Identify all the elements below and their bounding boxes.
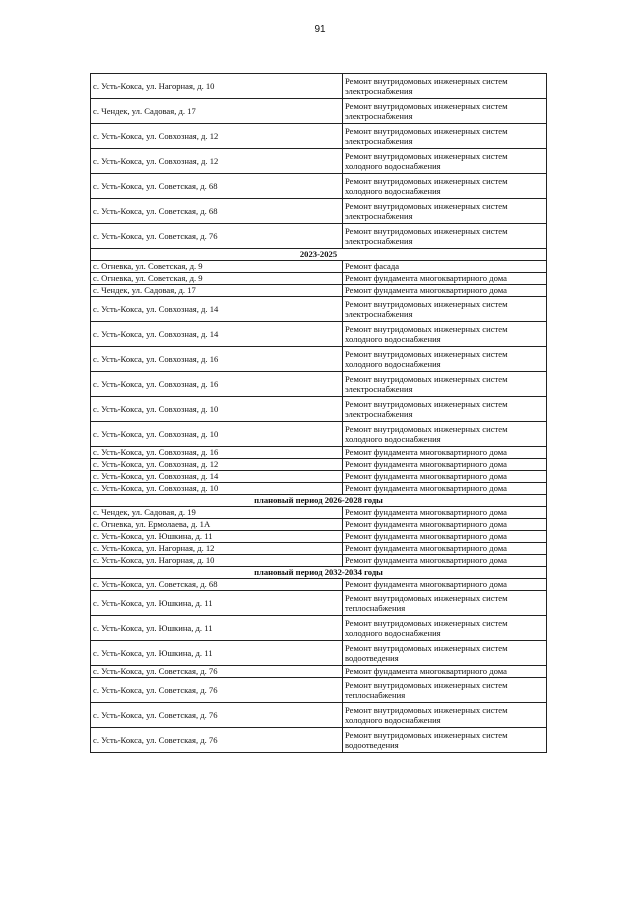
table-row	[91, 519, 547, 531]
table-row	[91, 507, 547, 519]
work-type-cell: Ремонт внутридомовых инженерных систем холодного водоснабжения	[343, 174, 547, 199]
table-row	[91, 703, 547, 728]
address-cell: с. Усть-Кокса, ул. Юшкина, д. 11	[91, 531, 343, 543]
address-cell: с. Усть-Кокса, ул. Совхозная, д. 14	[91, 322, 343, 347]
section-header-row	[91, 495, 547, 507]
table-row	[91, 447, 547, 459]
address-cell: с. Чендек, ул. Садовая, д. 19	[91, 507, 343, 519]
work-type-cell: Ремонт внутридомовых инженерных систем холодного водоснабжения	[343, 347, 547, 372]
table-row	[91, 459, 547, 471]
work-type-cell: Ремонт внутридомовых инженерных систем теплоснабжения	[343, 678, 547, 703]
address-cell: с. Огневка, ул. Советская, д. 9	[91, 273, 343, 285]
work-type-cell: Ремонт внутридомовых инженерных систем холодного водоснабжения	[343, 616, 547, 641]
work-type-cell: Ремонт фундамента многоквартирного дома	[343, 666, 547, 678]
repair-schedule-table	[90, 73, 547, 753]
address-cell: с. Усть-Кокса, ул. Юшкина, д. 11	[91, 616, 343, 641]
table-row	[91, 99, 547, 124]
work-type-cell: Ремонт внутридомовых инженерных систем электроснабжения	[343, 372, 547, 397]
table-row	[91, 273, 547, 285]
address-cell: с. Усть-Кокса, ул. Советская, д. 68	[91, 199, 343, 224]
address-cell: с. Усть-Кокса, ул. Совхозная, д. 10	[91, 397, 343, 422]
work-type-cell: Ремонт внутридомовых инженерных систем водоотведения	[343, 641, 547, 666]
work-type-cell: Ремонт внутридомовых инженерных систем водоотведения	[343, 728, 547, 753]
section-header-row	[91, 249, 547, 261]
address-cell: с. Усть-Кокса, ул. Советская, д. 76	[91, 703, 343, 728]
address-cell: с. Усть-Кокса, ул. Совхозная, д. 12	[91, 124, 343, 149]
table-row	[91, 297, 547, 322]
address-cell: с. Усть-Кокса, ул. Нагорная, д. 10	[91, 74, 343, 99]
table-row	[91, 641, 547, 666]
table-row	[91, 347, 547, 372]
address-cell: с. Усть-Кокса, ул. Юшкина, д. 11	[91, 641, 343, 666]
work-type-cell: Ремонт фундамента многоквартирного дома	[343, 555, 547, 567]
table-row	[91, 579, 547, 591]
work-type-cell: Ремонт внутридомовых инженерных систем холодного водоснабжения	[343, 149, 547, 174]
work-type-cell: Ремонт фундамента многоквартирного дома	[343, 483, 547, 495]
work-type-cell: Ремонт внутридомовых инженерных систем электроснабжения	[343, 124, 547, 149]
work-type-cell: Ремонт фундамента многоквартирного дома	[343, 507, 547, 519]
section-title: плановый период 2026-2028 годы	[91, 495, 547, 507]
address-cell: с. Усть-Кокса, ул. Совхозная, д. 12	[91, 459, 343, 471]
table-row	[91, 555, 547, 567]
table-row	[91, 224, 547, 249]
address-cell: с. Усть-Кокса, ул. Совхозная, д. 14	[91, 297, 343, 322]
address-cell: с. Усть-Кокса, ул. Советская, д. 76	[91, 728, 343, 753]
table-row	[91, 678, 547, 703]
page-number: 91	[314, 24, 326, 35]
work-type-cell: Ремонт внутридомовых инженерных систем электроснабжения	[343, 74, 547, 99]
address-cell: с. Огневка, ул. Ермолаева, д. 1А	[91, 519, 343, 531]
table-row	[91, 322, 547, 347]
section-header-row	[91, 567, 547, 579]
address-cell: с. Усть-Кокса, ул. Советская, д. 76	[91, 224, 343, 249]
address-cell: с. Усть-Кокса, ул. Совхозная, д. 12	[91, 149, 343, 174]
address-cell: с. Усть-Кокса, ул. Советская, д. 68	[91, 174, 343, 199]
table-row	[91, 531, 547, 543]
table-row	[91, 543, 547, 555]
table-row	[91, 174, 547, 199]
work-type-cell: Ремонт фундамента многоквартирного дома	[343, 471, 547, 483]
table-row	[91, 149, 547, 174]
work-type-cell: Ремонт фундамента многоквартирного дома	[343, 543, 547, 555]
address-cell: с. Усть-Кокса, ул. Совхозная, д. 16	[91, 372, 343, 397]
address-cell: с. Чендек, ул. Садовая, д. 17	[91, 285, 343, 297]
section-title: плановый период 2032-2034 годы	[91, 567, 547, 579]
section-title: 2023-2025	[91, 249, 547, 261]
work-type-cell: Ремонт внутридомовых инженерных систем электроснабжения	[343, 297, 547, 322]
work-type-cell: Ремонт фундамента многоквартирного дома	[343, 531, 547, 543]
table-row	[91, 261, 547, 273]
table-row	[91, 397, 547, 422]
table-body	[91, 74, 547, 753]
table-row	[91, 471, 547, 483]
work-type-cell: Ремонт фундамента многоквартирного дома	[343, 447, 547, 459]
work-type-cell: Ремонт внутридомовых инженерных систем электроснабжения	[343, 224, 547, 249]
work-type-cell: Ремонт фундамента многоквартирного дома	[343, 273, 547, 285]
address-cell: с. Огневка, ул. Советская, д. 9	[91, 261, 343, 273]
work-type-cell: Ремонт внутридомовых инженерных систем теплоснабжения	[343, 591, 547, 616]
address-cell: с. Усть-Кокса, ул. Совхозная, д. 10	[91, 483, 343, 495]
table-row	[91, 483, 547, 495]
address-cell: с. Усть-Кокса, ул. Совхозная, д. 16	[91, 447, 343, 459]
work-type-cell: Ремонт внутридомовых инженерных систем холодного водоснабжения	[343, 422, 547, 447]
address-cell: с. Усть-Кокса, ул. Советская, д. 68	[91, 579, 343, 591]
address-cell: с. Усть-Кокса, ул. Советская, д. 76	[91, 666, 343, 678]
work-type-cell: Ремонт фундамента многоквартирного дома	[343, 579, 547, 591]
table-row	[91, 591, 547, 616]
work-type-cell: Ремонт фундамента многоквартирного дома	[343, 285, 547, 297]
address-cell: с. Усть-Кокса, ул. Советская, д. 76	[91, 678, 343, 703]
address-cell: с. Усть-Кокса, ул. Совхозная, д. 14	[91, 471, 343, 483]
address-cell: с. Усть-Кокса, ул. Совхозная, д. 16	[91, 347, 343, 372]
work-type-cell: Ремонт внутридомовых инженерных систем холодного водоснабжения	[343, 703, 547, 728]
address-cell: с. Усть-Кокса, ул. Юшкина, д. 11	[91, 591, 343, 616]
table-row	[91, 199, 547, 224]
table-row	[91, 285, 547, 297]
table-row	[91, 666, 547, 678]
work-type-cell: Ремонт фасада	[343, 261, 547, 273]
work-type-cell: Ремонт внутридомовых инженерных систем электроснабжения	[343, 199, 547, 224]
address-cell: с. Усть-Кокса, ул. Нагорная, д. 12	[91, 543, 343, 555]
address-cell: с. Чендек, ул. Садовая, д. 17	[91, 99, 343, 124]
work-type-cell: Ремонт внутридомовых инженерных систем холодного водоснабжения	[343, 322, 547, 347]
table-row	[91, 728, 547, 753]
work-type-cell: Ремонт внутридомовых инженерных систем электроснабжения	[343, 397, 547, 422]
table-row	[91, 74, 547, 99]
work-type-cell: Ремонт фундамента многоквартирного дома	[343, 459, 547, 471]
address-cell: с. Усть-Кокса, ул. Совхозная, д. 10	[91, 422, 343, 447]
work-type-cell: Ремонт внутридомовых инженерных систем электроснабжения	[343, 99, 547, 124]
table-row	[91, 616, 547, 641]
table-row	[91, 124, 547, 149]
address-cell: с. Усть-Кокса, ул. Нагорная, д. 10	[91, 555, 343, 567]
work-type-cell: Ремонт фундамента многоквартирного дома	[343, 519, 547, 531]
table-row	[91, 372, 547, 397]
table-row	[91, 422, 547, 447]
